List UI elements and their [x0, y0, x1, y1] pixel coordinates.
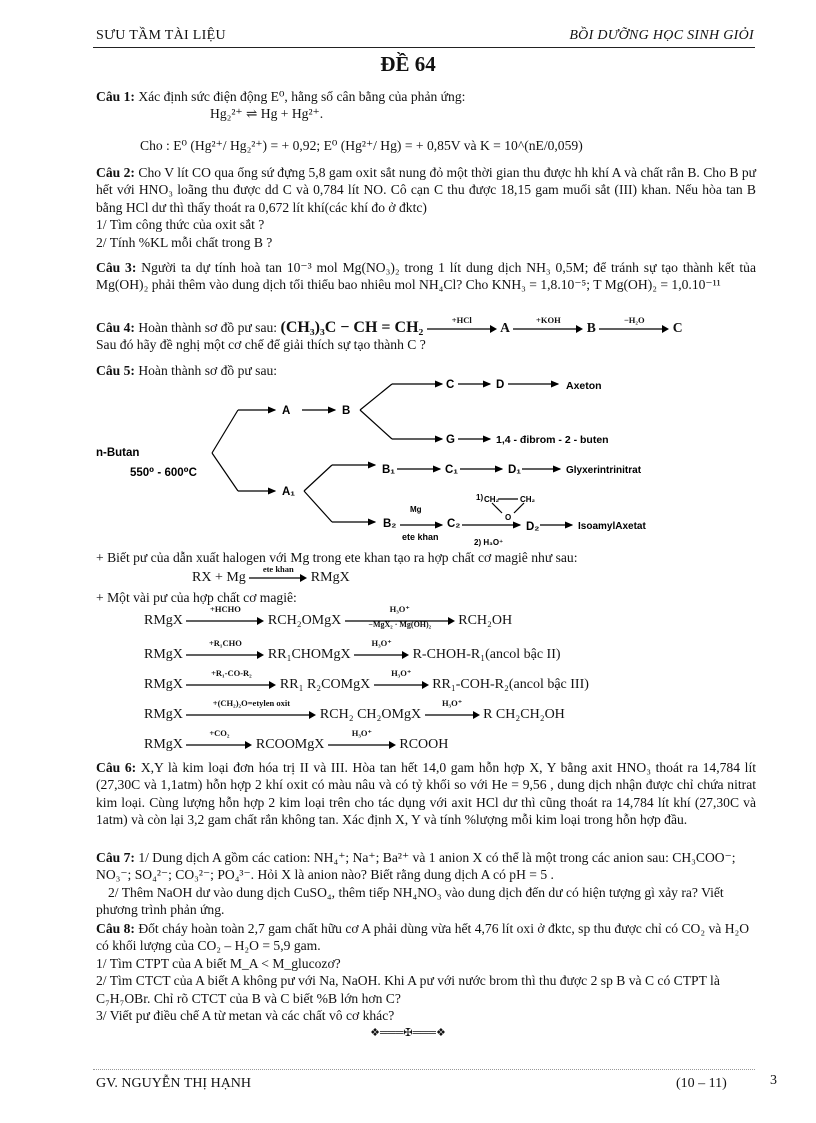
q6-text: X,Y là kim loại đơn hóa trị II và III. Hòa tan hết 14,0 gam hỗn hợp X, Y bằng axit HNO₃ thoát ra 14,784 lít (27,30C và 1,1atm) hỗn hợp 2 khí oxit có màu nâu và có tỷ khối so với He = 9,56 , dung dịch nhận được chỉ chứa nitrat kim loại. Cùng lượng hỗn hợp 2 kim loại trên cho tác dụng với axit HCl dư thì cũng thoát ra 14,784 lít khí (27,30C và 1atm) và còn lại 3,2 gam chất rắn không tan. Xác định X, Y và tính %lượng mỗi kim loại trong hỗn hợp đầu.: [96, 760, 756, 828]
q8-sub1: 1/ Tìm CTPT của A biết M_A < M_glucozơ?: [96, 955, 341, 971]
grignard-arrow-2: [374, 667, 429, 689]
question-7: [96, 849, 756, 919]
grignard-arrow-1: [186, 667, 276, 689]
q2-sub2: 2/ Tính %KL mỗi chất trong B ?: [96, 234, 273, 250]
q4-arrow-3-label: −H₂O: [623, 314, 645, 325]
scheme-D2: D₂: [526, 521, 540, 533]
header-divider: [93, 47, 755, 48]
grignard-arrow-2: [328, 727, 396, 749]
q8-text: Đốt cháy hoàn toàn 2,7 gam chất hữu cơ A phải dùng vừa hết 4,76 lít oxi ở đktc, sp thu được chỉ có CO₂ và H₂O có khối lượng của CO₂ – H₂O = 5,9 gam.: [96, 921, 750, 954]
q4-arrow-1-label: +HCl: [451, 314, 472, 325]
scheme-C: C: [446, 379, 455, 391]
grignard-product: RR₁-COH-R₂(ancol bậc III): [432, 677, 589, 692]
grignard-product: RCOOH: [399, 737, 449, 752]
q7-label: Câu 7:: [96, 850, 135, 865]
scheme-B: B: [342, 405, 351, 417]
grignard-arrow-2: [345, 603, 455, 629]
scheme-epox-a: CH₂: [484, 495, 500, 504]
q1-given: Cho : E⁰ (Hg²⁺/ Hg₂²⁺) = + 0,92; E⁰ (Hg²⁺/ Hg) = + 0,85V và K = 10^(nE/0,059): [140, 137, 583, 153]
grignard-cond-1: +R₁CHO: [208, 637, 242, 648]
grignard-cond-1: +(CH₂)₂O=etylen oxit: [212, 697, 291, 708]
reaction-scheme: [90, 375, 690, 550]
question-3: [96, 259, 756, 294]
scheme-ete: ete khan: [402, 532, 439, 542]
grignard-cond-1: +CO₂: [209, 727, 230, 738]
grignard-reagent: RMgX: [144, 677, 183, 692]
grignard-intermediate: RCH₂OMgX: [267, 613, 342, 628]
grignard-arrow-1: [186, 637, 264, 659]
q4-A: A: [500, 320, 510, 335]
scheme-B1: B₁: [382, 464, 396, 476]
scheme-isoamyl: IsoamylAxetat: [578, 521, 646, 532]
q1-text: Xác định sức điện động E⁰, hằng số cân bằng của phản ứng:: [138, 89, 466, 104]
scheme-acetone: Axeton: [566, 380, 602, 392]
grignard-intermediate: RR₁CHOMgX: [267, 647, 351, 662]
grignard-intermediate: RCH₂ CH₂OMgX: [319, 707, 422, 722]
q8-sub2: 2/ Tìm CTCT của A biết A không pư với Na, NaOH. Khi A pư với nước brom thì thu được 2 sp B và C có CTPT là C₇H₇OBr. Chỉ rõ CTCT của B và C biết %B lớn hơn C?: [96, 973, 720, 1006]
header-right: BỒI DƯỠNG HỌC SINH GIỎI: [569, 28, 754, 43]
q4-text: Hoàn thành sơ đồ pư sau:: [138, 320, 278, 335]
grignard-cond-2: H₃O⁺: [391, 667, 412, 678]
scheme-A1: A₁: [282, 486, 296, 498]
scheme-dibrom: 1,4 - đibrom - 2 - buten: [496, 434, 609, 446]
q1-label: Câu 1:: [96, 89, 135, 104]
grignard-row: [144, 697, 565, 723]
q1-reaction: Hg₂²⁺ ⇌ Hg + Hg²⁺.: [210, 106, 324, 122]
question-6: [96, 759, 756, 829]
grignard-cond-2: H₃O⁺: [441, 697, 463, 708]
ornament-divider: ❖═══✠═══❖: [370, 1027, 446, 1039]
q4-C: C: [672, 320, 683, 335]
q4-arrow-1: [427, 314, 497, 333]
grignard-reagent: RMgX: [144, 613, 183, 628]
q5-rx0: [192, 563, 350, 586]
scheme-step1: 1): [476, 493, 484, 502]
question-1: [96, 88, 756, 154]
footer-divider: [93, 1069, 755, 1070]
scheme-start: n-Butan: [96, 447, 140, 459]
grignard-intermediate: RR₁ R₂COMgX: [279, 677, 371, 692]
q5-label: Câu 5:: [96, 363, 135, 378]
page-number: 3: [770, 1073, 777, 1088]
scheme-C1: C₁: [445, 464, 459, 476]
q6-label: Câu 6:: [96, 760, 137, 775]
header-left: SƯU TẦM TÀI LIỆU: [96, 28, 226, 43]
grignard-product: RCH₂OH: [458, 613, 513, 628]
q2-label: Câu 2:: [96, 165, 135, 180]
grignard-cond-2: H₃O⁺: [389, 603, 410, 614]
grignard-row: [144, 637, 561, 663]
rx0-right: RMgX: [310, 570, 350, 585]
scheme-B2: B₂: [383, 518, 397, 530]
question-8: [96, 920, 756, 1024]
scheme-step2: 2) H₃O⁺: [474, 538, 504, 547]
q4-B: B: [586, 320, 596, 335]
scheme-glycerin: Glyxerintrinitrat: [566, 465, 642, 476]
q5-note-1-text: + Biết pư của dẫn xuất halogen với Mg trong ete khan tạo ra hợp chất cơ magiê như sau:: [96, 550, 578, 565]
q2-text: Cho V lít CO qua ống sứ đựng 5,8 gam oxit sắt nung đỏ một thời gian thu được hh khí A và chất rắn B. Cho B pư hết với HNO₃ loãng thu được dd C và 0,784 lít NO. Cô cạn C thu được 18,15 gam muối sắt (III) khan. Nếu hòa tan B bằng HCl dư thì thấy thoát ra 0,672 lít khí(các khí đo ở đktc): [96, 165, 756, 215]
footer-grade: (10 – 11): [676, 1076, 727, 1091]
grignard-reagent: RMgX: [144, 647, 183, 662]
question-4: [96, 314, 756, 354]
q4-arrow-2: [513, 314, 583, 333]
grignard-row: [144, 667, 589, 693]
grignard-arrow-2: [354, 637, 409, 659]
grignard-cond-2: H₃O⁺: [371, 637, 392, 648]
rx0-cond: ete khan: [262, 563, 294, 574]
page-title: ĐỀ 64: [380, 52, 436, 76]
grignard-reagent: RMgX: [144, 707, 183, 722]
grignard-arrow-1: [186, 727, 252, 749]
q2-sub1: 1/ Tìm công thức của oxit sắt ?: [96, 217, 265, 233]
grignard-intermediate: RCOOMgX: [255, 737, 325, 752]
grignard-cond-2b: −MgX₂ · Mg(OH)₂: [368, 619, 432, 629]
scheme-mg: Mg: [410, 505, 422, 514]
scheme-condition: 550⁰ - 600⁰C: [130, 467, 197, 479]
grignard-product: R-CHOH-R₁(ancol bậc II): [412, 647, 561, 662]
scheme-A: A: [282, 405, 291, 417]
grignard-cond-2: H₃O⁺: [351, 727, 372, 738]
q5-note-2-text: + Một vài pư của hợp chất cơ magiê:: [96, 590, 297, 605]
scheme-C2: C₂: [447, 518, 461, 530]
grignard-product: R CH₂CH₂OH: [483, 707, 565, 722]
q7-text: 1/ Dung dịch A gồm các cation: NH₄⁺; Na⁺; Ba²⁺ và 1 anion X có thể là một trong các anion sau: CH₃COO⁻; NO₃⁻; SO₄²⁻; CO₃²⁻; PO₄³⁻. Hỏi X là anion nào? Biết rằng dung dịch A có pH = 5 .: [96, 850, 736, 883]
q4-arrow-2-label: +KOH: [536, 314, 561, 325]
rx0-arrow: [249, 563, 307, 582]
q3-text: Người ta dự tính hoà tan 10⁻³ mol Mg(NO₃)₂ trong 1 lít dung dịch NH₃ 0,5M; để tránh sự tạo thành kết tủa Mg(OH)₂ phải thêm vào dung dịch tối thiểu bao nhiêu mol NH₄Cl? Cho KNH₃ = 1,8.10⁻⁵; T Mg(OH)₂ = 1,0.10⁻¹¹: [96, 260, 756, 293]
q3-label: Câu 3:: [96, 260, 137, 275]
scheme-G: G: [446, 434, 455, 446]
q4-line2: Sau đó hãy đề nghị một cơ chế để giải thích sự tạo thành C ?: [96, 337, 426, 353]
scheme-D1: D₁: [508, 464, 522, 476]
grignard-cond-1: +HCHO: [209, 603, 241, 614]
scheme-epox-b: CH₂: [520, 495, 536, 504]
grignard-arrow-2: [425, 697, 480, 719]
question-2: [96, 164, 756, 251]
q4-formula: (CH₃)₃C − CH = CH₂: [280, 319, 424, 336]
grignard-row: [144, 603, 513, 629]
q8-sub3: 3/ Viết pư điều chế A từ metan và các chất vô cơ khác?: [96, 1008, 395, 1024]
q5-text: Hoàn thành sơ đồ pư sau:: [138, 363, 278, 378]
rx0-left: RX + Mg: [192, 570, 246, 585]
grignard-arrow-1: [186, 697, 316, 719]
grignard-row: [144, 727, 449, 753]
scheme-epox-o: O: [505, 513, 512, 522]
q8-label: Câu 8:: [96, 921, 135, 936]
footer-author: GV. NGUYỄN THỊ HẠNH: [96, 1076, 252, 1091]
q5-note-1: [96, 549, 756, 566]
q7-sub2: 2/ Thêm NaOH dư vào dung dịch CuSO₄, thêm tiếp NH₄NO₃ vào dung dịch đến dư có hiện tượng gì xảy ra? Viết phương trình phản ứng.: [96, 884, 724, 918]
q4-label: Câu 4:: [96, 320, 135, 335]
grignard-cond-1: +R₁-CO-R₂: [211, 667, 252, 678]
q4-arrow-3: [599, 314, 669, 333]
grignard-reagent: RMgX: [144, 737, 183, 752]
grignard-arrow-1: [186, 603, 264, 625]
scheme-D: D: [496, 379, 505, 391]
